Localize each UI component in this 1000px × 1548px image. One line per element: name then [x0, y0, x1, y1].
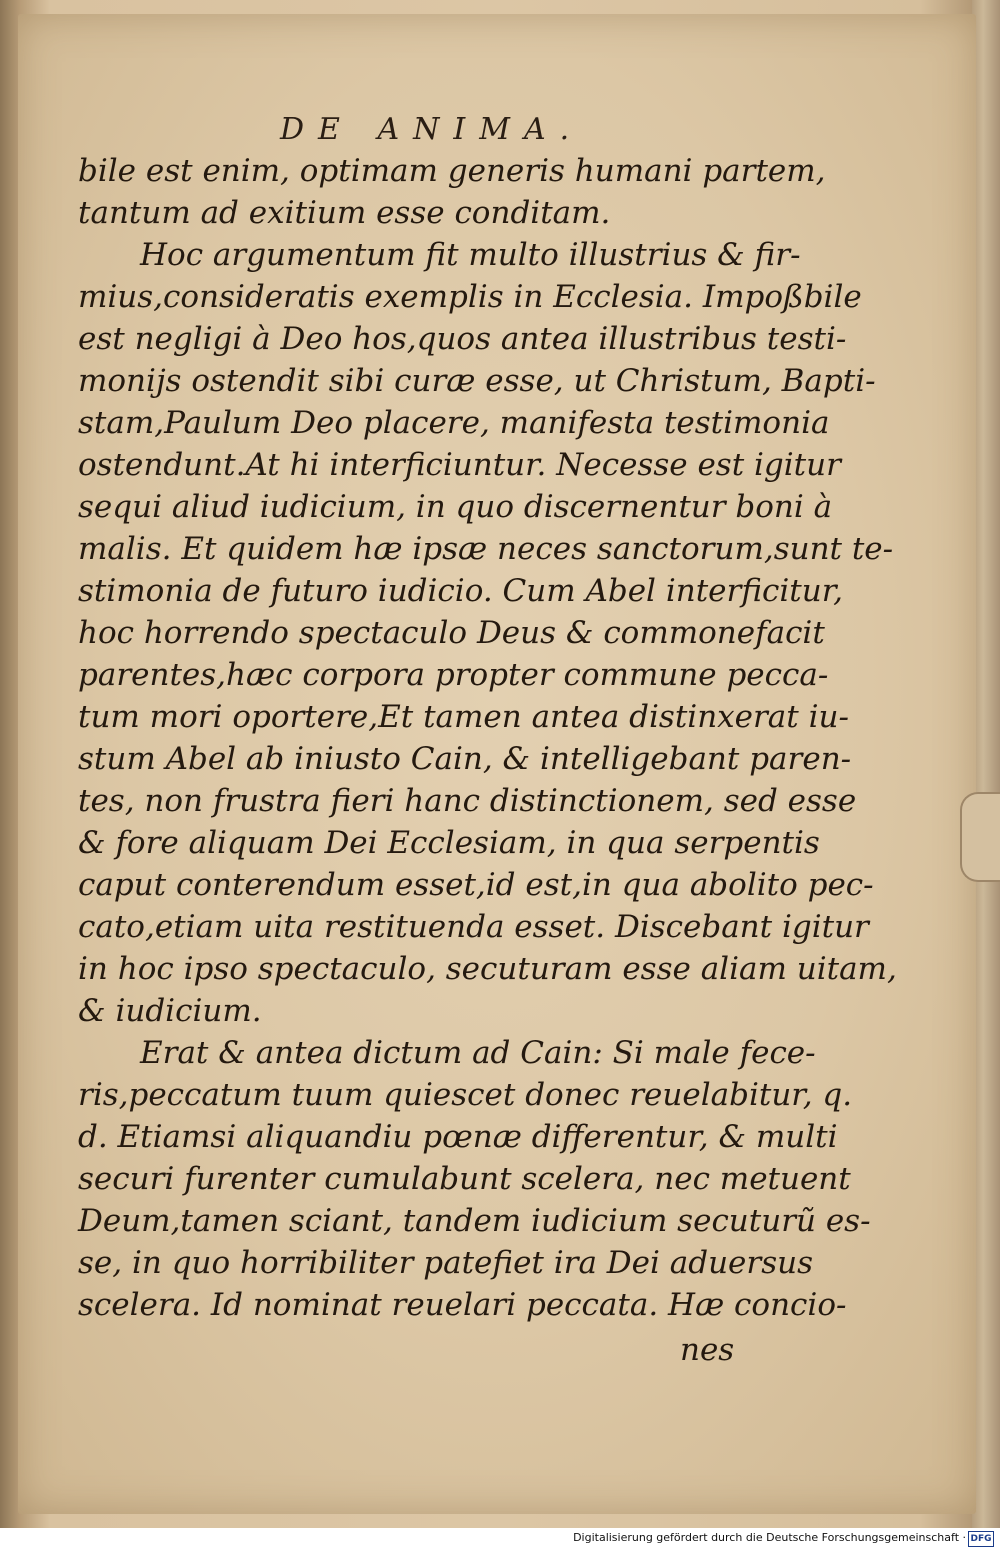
text-line: ris,peccatum tuum quiescet donec reuelabitur, q. [78, 1077, 853, 1113]
text-line: in hoc ipso spectaculo, secuturam esse aliam uitam, [78, 951, 897, 987]
text-line: parentes,hæc corpora propter commune pecca- [78, 657, 829, 693]
text-line: tum mori oportere,Et tamen antea distinxerat iu- [78, 699, 849, 735]
text-line: se, in quo horribiliter patefiet ira Dei aduersus [78, 1245, 814, 1281]
text-line: d. Etiamsi aliquandiu pœnæ differentur, & multi [78, 1119, 838, 1155]
body-text [78, 150, 897, 1326]
text-line: cato,etiam uita restituenda esset. Discebant igitur [78, 909, 869, 945]
dfg-logo[interactable]: DFG [968, 1531, 994, 1547]
text-line: monijs ostendit sibi curæ esse, ut Christum, Bapti- [78, 363, 876, 399]
catchword: nes [680, 1332, 735, 1368]
text-line: stam,Paulum Deo placere, manifesta testimonia [78, 405, 830, 441]
text-line: hoc horrendo spectaculo Deus & commonefacit [78, 615, 825, 651]
funding-notice: Digitalisierung gefördert durch die Deutsche Forschungsgemeinschaft · [573, 1531, 966, 1544]
text-line: Deum,tamen sciant, tandem iudicium secuturũ es- [78, 1203, 871, 1239]
text-line: stum Abel ab iniusto Cain, & intelligebant paren- [78, 741, 852, 777]
text-line: sequi aliud iudicium, in quo discernentur boni à [78, 489, 833, 525]
text-line: malis. Et quidem hæ ipsæ neces sanctorum,sunt te- [78, 531, 894, 567]
running-head: DE ANIMA. [280, 112, 584, 147]
text-line: caput conterendum esset,id est,in qua abolito pec- [78, 867, 874, 903]
text-line: tantum ad exitium esse conditam. [78, 195, 611, 231]
text-line: scelera. Id nominat reuelari peccata. Hæ concio- [78, 1287, 847, 1323]
text-line: bile est enim, optimam generis humani partem, [78, 153, 826, 189]
text-line: securi furenter cumulabunt scelera, nec metuent [78, 1161, 851, 1197]
text-line: stimonia de futuro iudicio. Cum Abel interficitur, [78, 573, 843, 609]
text-line: tes, non frustra fieri hanc distinctionem, sed esse [78, 783, 857, 819]
book-clasp [960, 792, 1000, 882]
text-line: mius,consideratis exemplis in Ecclesia. Impoßbile [78, 279, 862, 315]
text-line: Hoc argumentum fit multo illustrius & fir- [140, 237, 801, 273]
text-line: & iudicium. [78, 993, 262, 1029]
book-edge [972, 0, 1000, 1528]
text-line: & fore aliquam Dei Ecclesiam, in qua serpentis [78, 825, 820, 861]
footer-bar [0, 1528, 1000, 1548]
text-line: Erat & antea dictum ad Cain: Si male fece- [140, 1035, 816, 1071]
text-line: est negligi à Deo hos,quos antea illustribus testi- [78, 321, 847, 357]
text-line: ostendunt.At hi interficiuntur. Necesse est igitur [78, 447, 841, 483]
